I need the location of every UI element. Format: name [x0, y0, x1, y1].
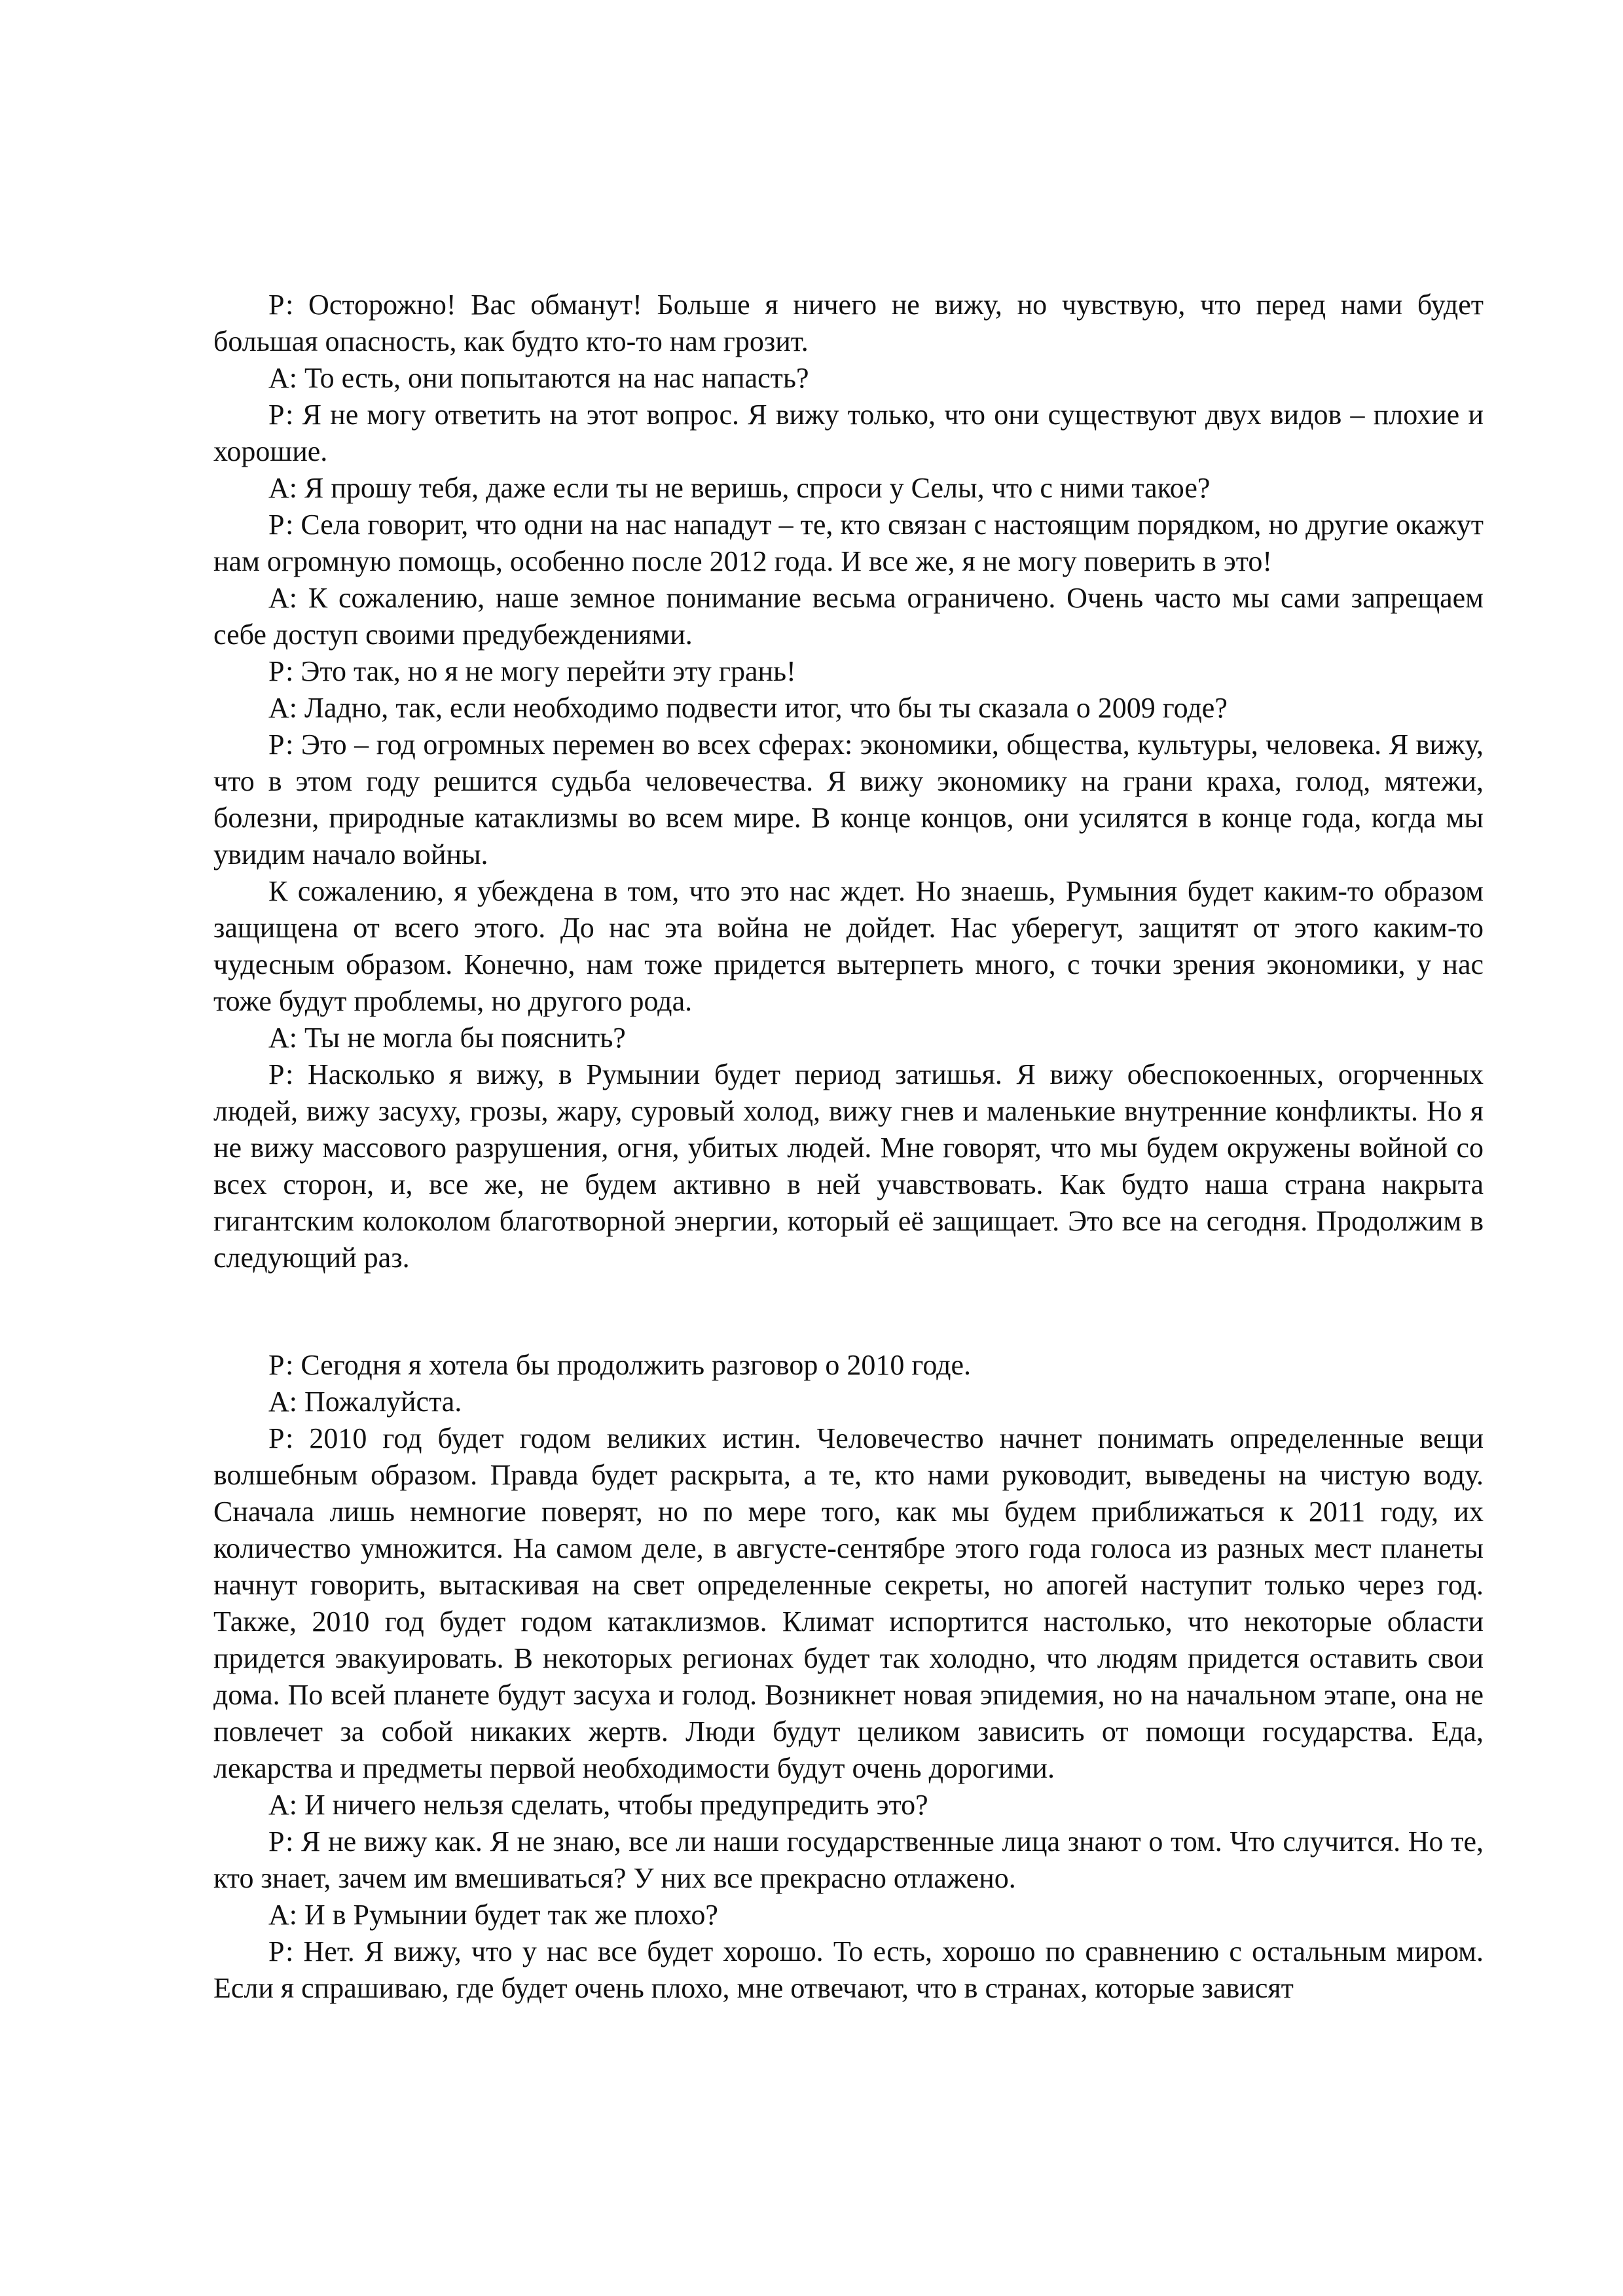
paragraph: Р: Села говорит, что одни на нас нападут – те, кто связан с настоящим порядком, но другие окажут нам огромную помощь, особенно после 2012 года. И все же, я не могу поверить в это! — [213, 509, 1484, 577]
paragraph: Р: Насколько я вижу, в Румынии будет период затишья. Я вижу обеспокоенных, огорченных людей, вижу засуху, грозы, жару, суровый холод, вижу гнев и маленькие внутренние конфликты. Но я не вижу массового разрушения, огня, убитых людей. Мне говорят, что мы будем окружены войной со всех сторон, и, все же, не будем активно в ней учавствовать. Как будто наша страна накрыта гигантским колоколом благотворной энергии, который её защищает. Это все на сегодня. Продолжим в следующий раз. — [213, 1058, 1484, 1274]
body-text — [213, 287, 1484, 2007]
paragraph: А: Ладно, так, если необходимо подвести итог, что бы ты сказала о 2009 годе? — [268, 692, 1228, 724]
paragraph: А: И в Румынии будет так же плохо? — [268, 1899, 718, 1931]
section-spacer — [213, 1276, 1484, 1347]
paragraph: Р: Нет. Я вижу, что у нас все будет хорошо. То есть, хорошо по сравнению с остальным миром. Если я спрашиваю, где будет очень плохо, мне отвечают, что в странах, которые зависят — [213, 1935, 1484, 2004]
paragraph: Р: 2010 год будет годом великих истин. Человечество начнет понимать определенные вещи волшебным образом. Правда будет раскрыта, а те, кто нами руководит, выведены на чистую воду. Сначала лишь немногие поверят, но по мере того, как мы будем приближаться к 2011 году, их количество умножится. На самом деле, в августе-сентябре этого года голоса из разных мест планеты начнут говорить, вытаскивая на свет определенные секреты, но апогей наступит только через год. Также, 2010 год будет годом катаклизмов. Климат испортится настолько, что некоторые области придется эвакуировать. В некоторых регионах будет так холодно, что людям придется оставить свои дома. По всей планете будут засуха и голод. Возникнет новая эпидемия, но на начальном этапе, она не повлечет за собой никаких жертв. Люди будут целиком зависить от помощи государства. Еда, лекарства и предметы первой необходимости будут очень дорогими. — [213, 1422, 1484, 1784]
paragraph: Р: Это – год огромных перемен во всех сферах: экономики, общества, культуры, человека. Я вижу, что в этом году решится судьба человечества. Я вижу экономику на грани краха, голод, мятежи, болезни, природные катаклизмы во всем мире. В конце концов, они усилятся в конце года, когда мы увидим начало войны. — [213, 728, 1484, 870]
paragraph: К сожалению, я убеждена в том, что это нас ждет. Но знаешь, Румыния будет каким-то образом защищена от всего этого. До нас эта война не дойдет. Нас уберегут, защитят от этого каким-то чудесным образом. Конечно, нам тоже придется вытерпеть много, с точки зрения экономики, у нас тоже будут проблемы, но другого рода. — [213, 875, 1484, 1017]
paragraph: А: И ничего нельзя сделать, чтобы предупредить это? — [268, 1789, 928, 1821]
paragraph: А: Ты не могла бы пояснить? — [268, 1022, 626, 1054]
paragraph: Р: Это так, но я не могу перейти эту грань! — [268, 655, 796, 687]
paragraph: Р: Сегодня я хотела бы продолжить разговор о 2010 годе. — [268, 1349, 971, 1381]
paragraph: Р: Я не могу ответить на этот вопрос. Я вижу только, что они существуют двух видов – плохие и хорошие. — [213, 399, 1484, 467]
paragraph: А: Пожалуйста. — [268, 1386, 462, 1418]
paragraph: Р: Осторожно! Вас обманут! Больше я ничего не вижу, но чувствую, что перед нами будет большая опасность, как будто кто-то нам грозит. — [213, 289, 1484, 357]
paragraph: А: То есть, они попытаются на нас напасть? — [268, 362, 809, 394]
paragraph: Р: Я не вижу как. Я не знаю, все ли наши государственные лица знают о том. Что случится. Но те, кто знает, зачем им вмешиваться? У них все прекрасно отлажено. — [213, 1825, 1484, 1894]
paragraph: А: Я прошу тебя, даже если ты не веришь, спроси у Селы, что с ними такое? — [268, 472, 1211, 504]
paragraph: А: К сожалению, наше земное понимание весьма ограничено. Очень часто мы сами запрещаем себе доступ своими предубеждениями. — [213, 582, 1484, 651]
